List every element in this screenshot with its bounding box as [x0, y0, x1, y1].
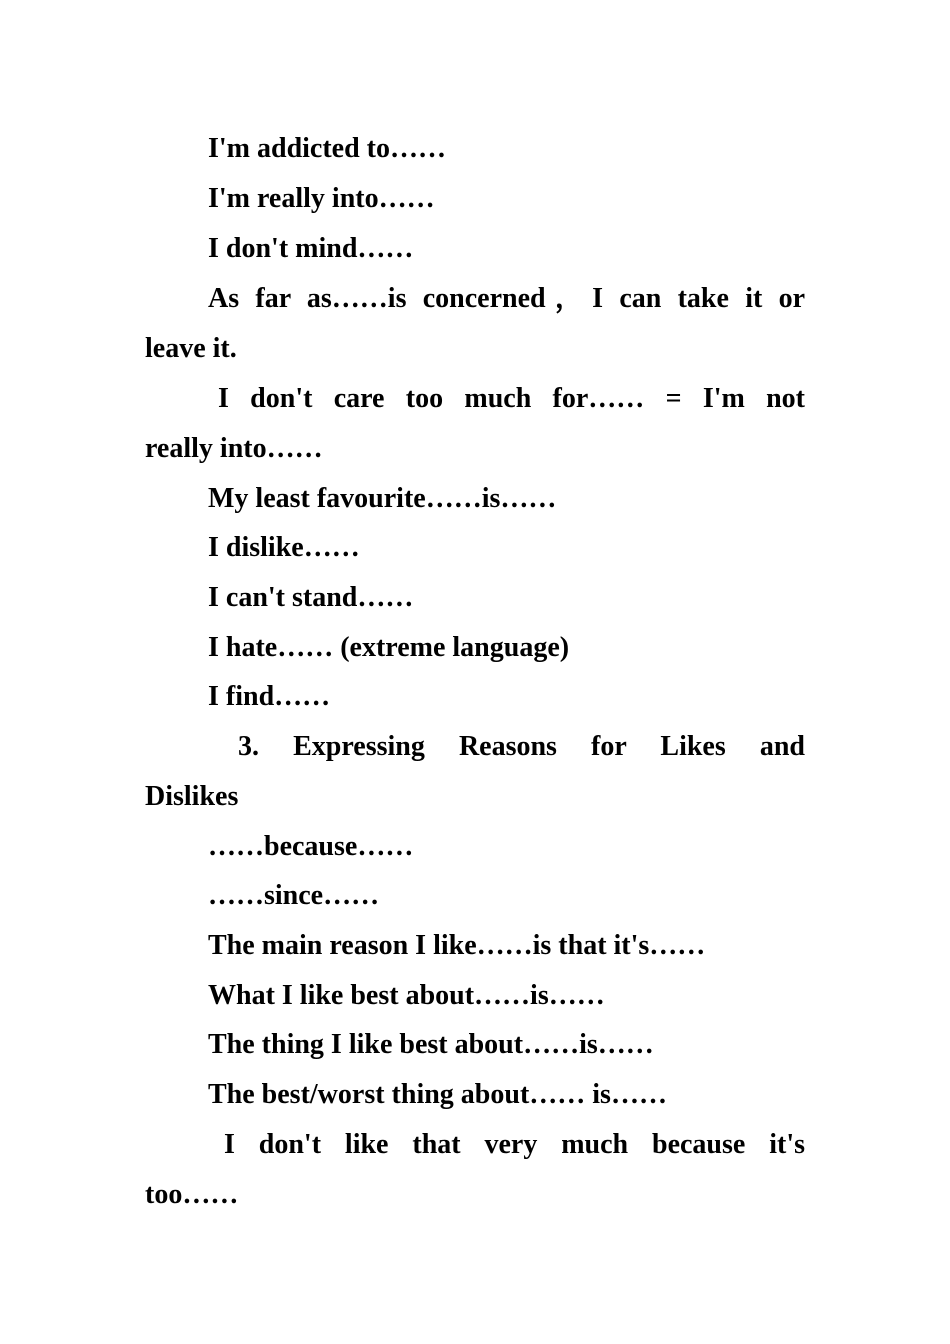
phrase-line: I don't mind……: [208, 233, 414, 264]
phrase-line: The main reason I like……is that it's……: [208, 930, 706, 961]
phrase-line: ……because……: [208, 831, 414, 862]
phrase-line: The best/worst thing about…… is……: [208, 1079, 667, 1110]
section-heading-continuation: Dislikes: [145, 781, 239, 812]
phrase-line: I'm addicted to……: [208, 133, 446, 164]
phrase-line: What I like best about……is……: [208, 980, 605, 1011]
phrase-line: I hate…… (extreme language): [208, 632, 570, 663]
phrase-line-continuation: really into……: [145, 433, 323, 464]
phrase-line: I dislike……: [208, 532, 360, 563]
phrase-line: As far as……is concerned，I can take it or: [208, 283, 805, 314]
phrase-line: I'm really into……: [208, 183, 435, 214]
phrase-line: The thing I like best about……is……: [208, 1029, 654, 1060]
phrase-line-continuation: leave it.: [145, 333, 237, 364]
phrase-line: I don't like that very much because it's: [224, 1129, 805, 1160]
phrase-line: My least favourite……is……: [208, 483, 557, 514]
phrase-line: I find……: [208, 681, 331, 712]
phrase-line: ……since……: [208, 880, 380, 911]
phrase-line-continuation: too……: [145, 1179, 239, 1210]
section-heading: 3. Expressing Reasons for Likes and: [238, 731, 805, 762]
phrase-line: I can't stand……: [208, 582, 414, 613]
phrase-line: I don't care too much for…… = I'm not: [218, 383, 805, 414]
